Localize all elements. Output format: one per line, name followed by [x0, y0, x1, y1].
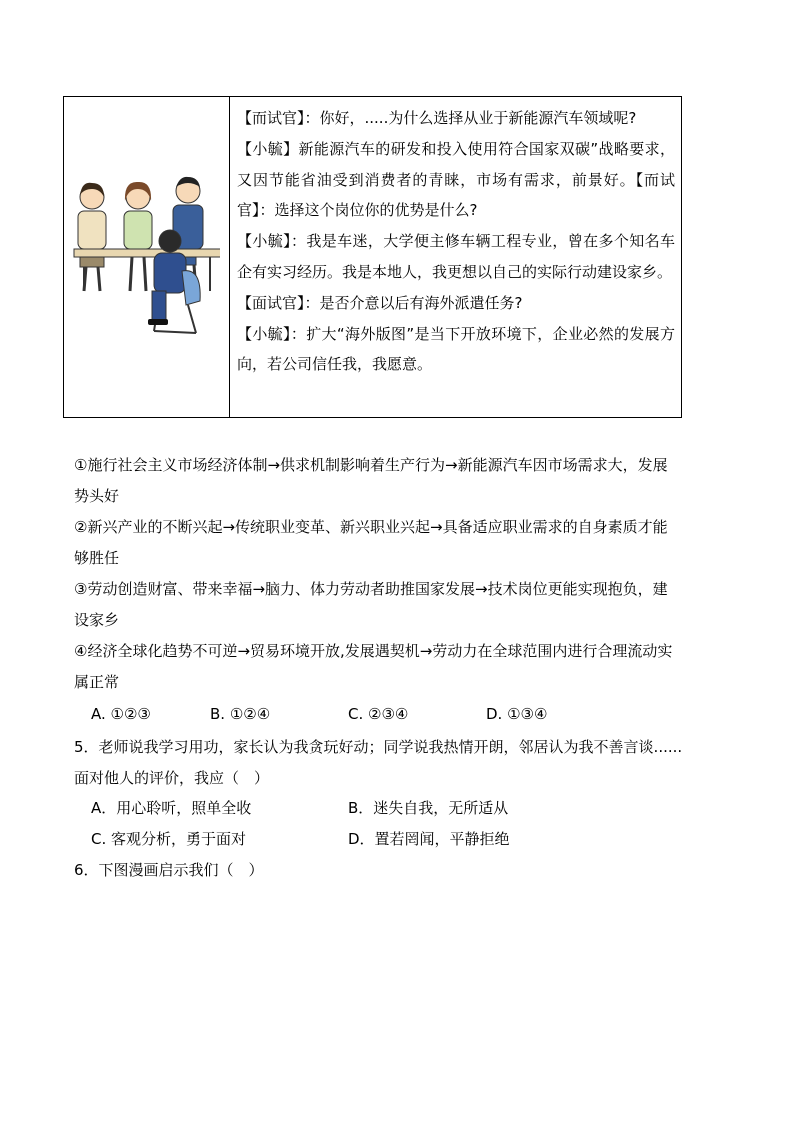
q5-choice-b[interactable]: B．迷失自我，无所适从 [348, 799, 509, 817]
dialogue-line: 【小毓】新能源汽车的研发和投入使用符合国家双碳”战略要求，又因节能省油受到消费者的青睐，市场有需求，前景好。【而试官】：选择这个岗位你的优势是什么? [237, 139, 675, 220]
q4-choice-d[interactable]: D. ①③④ [486, 705, 548, 723]
q6-stem [74, 855, 684, 886]
q5-choice-a[interactable]: A．用心聆听，照单全收 [91, 799, 252, 817]
statement-1: ①施行社会主义市场经济体制→供求机制影响着生产行为→新能源汽车因市场需求大，发展势头好 [74, 456, 668, 505]
q4-choice-c[interactable]: C. ②③④ [348, 705, 409, 723]
dialogue-line: 【而试官】：你好，.....为什么选择从业于新能源汽车领域呢? [237, 109, 637, 127]
interview-dialogue-table [63, 96, 682, 418]
interview-dialogue-text [230, 97, 681, 417]
q5-choice-c[interactable]: C. 客观分析，勇于面对 [91, 830, 247, 848]
dialogue-line: 【面试官】：是否介意以后有海外派遣任务? [237, 293, 523, 312]
q4-statements [74, 450, 674, 698]
q4-choice-b[interactable]: B. ①②④ [210, 705, 271, 723]
interview-illustration [70, 171, 220, 341]
interview-illustration-cell [64, 97, 230, 417]
statement-3: ③劳动创造财富、带来幸福→脑力、体力劳动者助推国家发展→技术岗位更能实现抱负，建设家乡 [74, 580, 668, 629]
dialogue-line: 【小毓】：我是车迷，大学便主修车辆工程专业，曾在多个知名车企有实习经历。我是本地人，我更想以自己的实际行动建设家乡。 [237, 232, 675, 281]
dialogue-line: 【小毓】：扩大“海外版图”是当下开放环境下，企业必然的发展方向，若公司信任我，我愿意。 [237, 324, 675, 374]
q6-stem-text: 6．下图漫画启示我们（ ） [74, 861, 264, 879]
statement-2: ②新兴产业的不断兴起→传统职业变革、新兴职业兴起→具备适应职业需求的自身素质才能够胜任 [74, 518, 668, 567]
q5-choice-d[interactable]: D．置若罔闻，平静拒绝 [348, 830, 510, 848]
statement-4: ④经济全球化趋势不可逆→贸易环境开放,发展遇契机→劳动力在全球范围内进行合理流动实属正常 [74, 642, 673, 691]
q4-choice-a[interactable]: A. ①②③ [91, 705, 151, 723]
q5-stem [74, 732, 684, 794]
q5-stem-text: 5．老师说我学习用功，家长认为我贪玩好动；同学说我热情开朗，邻居认为我不善言谈......面对他人的评价，我应（ ） [74, 738, 683, 787]
